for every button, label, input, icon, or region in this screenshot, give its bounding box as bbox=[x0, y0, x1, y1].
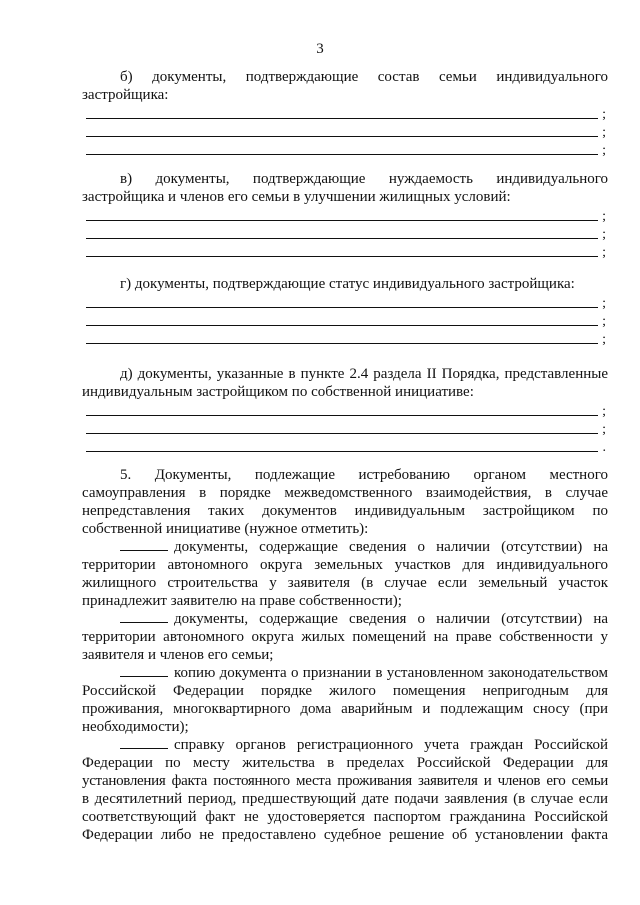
item-5-line: собственной инициативе (нужное отметить): bbox=[82, 521, 369, 537]
section-g-line-1: г) документы, подтверждающие статус индивидуального застройщика: bbox=[120, 276, 575, 292]
section-b-fill-line[interactable] bbox=[82, 122, 608, 140]
option-land-plots bbox=[82, 538, 608, 610]
fill-end-mark: ; bbox=[602, 332, 606, 347]
option-line: в десятилетний период, предшествующий дате подачи заявления (в случае если bbox=[82, 791, 608, 807]
option-line: документы, содержащие сведения о наличии (отсутствии) на bbox=[82, 538, 608, 556]
section-v-line-2: застройщика и членов его семьи в улучшении жилищных условий: bbox=[82, 189, 511, 205]
section-d-line-1: д) документы, указанные в пункте 2.4 раздела II Порядка, представленные bbox=[120, 366, 608, 382]
item-5-line: самоуправления в порядке межведомственного взаимодействия, в случае bbox=[82, 485, 608, 501]
section-d bbox=[82, 365, 608, 455]
item-5-line: непредставления таких документов индивидуальным застройщиком по bbox=[82, 503, 608, 519]
option-line: Федерации либо не предоставлено судебное решение об установлении факта bbox=[82, 827, 608, 843]
fill-end-mark: ; bbox=[602, 125, 606, 140]
option-line: документы, содержащие сведения о наличии (отсутствии) на bbox=[82, 610, 608, 628]
item-5-line: 5. Документы, подлежащие истребованию органом местного bbox=[120, 467, 608, 483]
fill-end-mark: ; bbox=[602, 227, 606, 242]
checkbox-blank[interactable] bbox=[120, 665, 168, 677]
fill-end-mark: ; bbox=[602, 209, 606, 224]
page-number: 3 bbox=[316, 41, 324, 57]
option-line: заявителя и членов его семьи; bbox=[82, 647, 274, 663]
section-d-fill-line[interactable] bbox=[82, 419, 608, 437]
section-v-line-1: в) документы, подтверждающие нуждаемость индивидуального bbox=[120, 171, 608, 187]
fill-end-mark: ; bbox=[602, 404, 606, 419]
section-b-fill-line[interactable] bbox=[82, 140, 608, 158]
section-v-fill-line[interactable] bbox=[82, 224, 608, 242]
checkbox-blank[interactable] bbox=[120, 611, 168, 623]
option-line: жилищного строительства у заявителя (в случае если земельный участок bbox=[82, 575, 608, 591]
section-v-fill-line[interactable] bbox=[82, 206, 608, 224]
fill-end-mark: ; bbox=[602, 107, 606, 122]
option-line: территории автономного округа земельных участков для индивидуального bbox=[82, 557, 608, 573]
fill-end-mark: ; bbox=[602, 143, 606, 158]
section-g-fill-line[interactable] bbox=[82, 311, 608, 329]
option-line: установления факта постоянного места проживания заявителя и членов его семьи bbox=[82, 773, 608, 789]
option-unfit-housing bbox=[82, 664, 608, 736]
checkbox-blank[interactable] bbox=[120, 737, 168, 749]
option-line: проживания, многоквартирного дома аварийным и подлежащим сносу (при bbox=[82, 701, 608, 717]
section-b-line-2: застройщика: bbox=[82, 87, 169, 103]
section-d-fill-line[interactable] bbox=[82, 437, 608, 455]
section-v-fill-line[interactable] bbox=[82, 242, 608, 260]
item-5 bbox=[82, 466, 608, 844]
section-g-fill-line[interactable] bbox=[82, 329, 608, 347]
fill-end-mark: ; bbox=[602, 314, 606, 329]
section-g-fill-line[interactable] bbox=[82, 293, 608, 311]
checkbox-blank[interactable] bbox=[120, 539, 168, 551]
section-d-line-2: индивидуальным застройщиком по собственной инициативе: bbox=[82, 384, 474, 400]
section-d-fill-line[interactable] bbox=[82, 401, 608, 419]
section-g bbox=[82, 275, 608, 347]
fill-end-mark: . bbox=[602, 440, 606, 455]
fill-end-mark: ; bbox=[602, 296, 606, 311]
section-b-fill-line[interactable] bbox=[82, 104, 608, 122]
fill-end-mark: ; bbox=[602, 422, 606, 437]
fill-end-mark: ; bbox=[602, 245, 606, 260]
section-b-line-1: б) документы, подтверждающие состав семьи индивидуального bbox=[120, 69, 608, 85]
option-dwellings bbox=[82, 610, 608, 664]
option-line: Российской Федерации порядке жилого помещения непригодным для bbox=[82, 683, 608, 699]
option-line: копию документа о признании в установленном законодательством bbox=[82, 664, 608, 682]
option-line: справку органов регистрационного учета граждан Российской bbox=[82, 736, 608, 754]
section-b bbox=[82, 68, 608, 158]
option-line: необходимости); bbox=[82, 719, 189, 735]
section-v bbox=[82, 170, 608, 260]
option-line: территории автономного округа жилых помещений на праве собственности у bbox=[82, 629, 608, 645]
option-line: Федерации по месту жительства в пределах Российской Федерации для bbox=[82, 755, 608, 771]
option-line: соответствующий факт не удостоверяется паспортом гражданина Российской bbox=[82, 809, 608, 825]
option-registration-certificate bbox=[82, 736, 608, 844]
option-line: принадлежит заявителю на праве собственности); bbox=[82, 593, 402, 609]
